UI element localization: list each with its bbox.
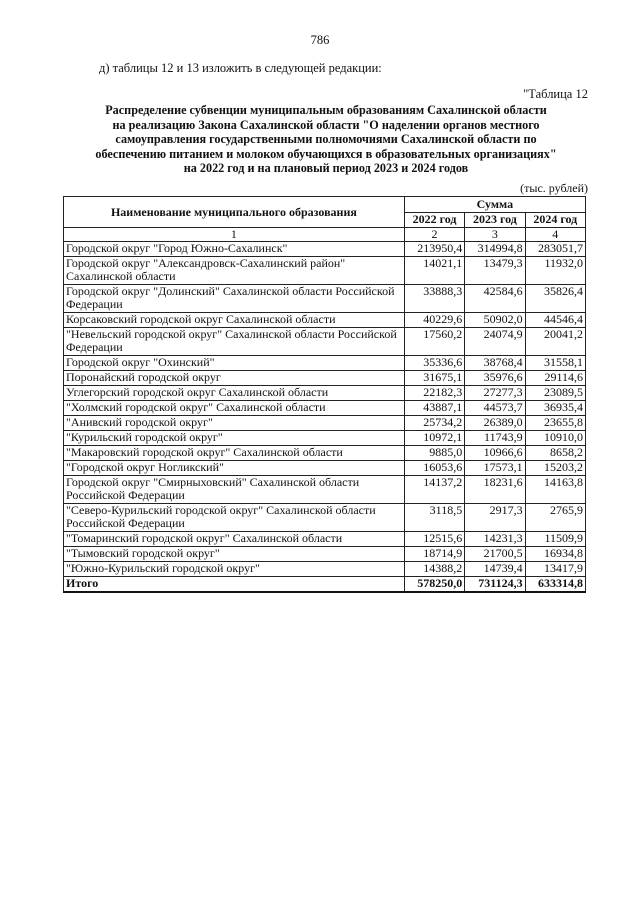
value-2024: 36935,4 bbox=[525, 401, 585, 416]
value-2023: 14739,4 bbox=[465, 562, 525, 577]
value-2022: 3118,5 bbox=[404, 504, 464, 532]
total-row bbox=[64, 577, 586, 593]
title-line: Распределение субвенции муниципальным образованиям Сахалинской области bbox=[105, 103, 547, 117]
value-2023: 26389,0 bbox=[465, 416, 525, 431]
value-2023: 24074,9 bbox=[465, 328, 525, 356]
column-number: 4 bbox=[525, 228, 585, 242]
value-2023: 27277,3 bbox=[465, 386, 525, 401]
value-2023: 10966,6 bbox=[465, 446, 525, 461]
municipality-name: Городской округ "Город Южно-Сахалинск" bbox=[64, 242, 405, 257]
municipality-name: Городской округ "Охинский" bbox=[64, 356, 405, 371]
table-title bbox=[66, 103, 586, 176]
municipality-name: "Невельский городской округ" Сахалинской области Российской Федерации bbox=[64, 328, 405, 356]
value-2023: 35976,6 bbox=[465, 371, 525, 386]
value-2024: 10910,0 bbox=[525, 431, 585, 446]
column-numbers-row bbox=[64, 228, 586, 242]
value-2023: 314994,8 bbox=[465, 242, 525, 257]
value-2024: 35826,4 bbox=[525, 285, 585, 313]
table-row bbox=[64, 562, 586, 577]
municipality-name: "Холмский городской округ" Сахалинской области bbox=[64, 401, 405, 416]
total-2023: 731124,3 bbox=[465, 577, 525, 593]
table-row bbox=[64, 313, 586, 328]
value-2022: 17560,2 bbox=[404, 328, 464, 356]
table-row bbox=[64, 416, 586, 431]
total-2024: 633314,8 bbox=[525, 577, 585, 593]
value-2023: 21700,5 bbox=[465, 547, 525, 562]
municipality-name: Городской округ "Смирныховский" Сахалинской области Российской Федерации bbox=[64, 476, 405, 504]
municipality-name: "Южно-Курильский городской округ" bbox=[64, 562, 405, 577]
subvention-table bbox=[63, 196, 586, 593]
value-2022: 14388,2 bbox=[404, 562, 464, 577]
column-number: 1 bbox=[64, 228, 405, 242]
table-body bbox=[64, 228, 586, 593]
value-2022: 14137,2 bbox=[404, 476, 464, 504]
title-line: самоуправления государственными полномочиями Сахалинской области по bbox=[115, 132, 537, 147]
table-row bbox=[64, 476, 586, 504]
municipality-name: "Курильский городской округ" bbox=[64, 431, 405, 446]
table-row bbox=[64, 504, 586, 532]
table-row bbox=[64, 285, 586, 313]
value-2022: 213950,4 bbox=[404, 242, 464, 257]
header-name: Наименование муниципального образования bbox=[64, 197, 405, 228]
municipality-name: "Макаровский городской округ" Сахалинской области bbox=[64, 446, 405, 461]
value-2022: 14021,1 bbox=[404, 257, 464, 285]
value-2023: 18231,6 bbox=[465, 476, 525, 504]
value-2024: 23655,8 bbox=[525, 416, 585, 431]
table-row bbox=[64, 461, 586, 476]
municipality-name: "Томаринский городской округ" Сахалинской области bbox=[64, 532, 405, 547]
table-row bbox=[64, 371, 586, 386]
value-2022: 33888,3 bbox=[404, 285, 464, 313]
value-2022: 31675,1 bbox=[404, 371, 464, 386]
value-2023: 44573,7 bbox=[465, 401, 525, 416]
value-2024: 2765,9 bbox=[525, 504, 585, 532]
value-2024: 23089,5 bbox=[525, 386, 585, 401]
municipality-name: "Тымовский городской округ" bbox=[64, 547, 405, 562]
title-line: обеспечению питанием и молоком обучающихся в образовательных организациях" bbox=[95, 146, 557, 161]
header-year-2024: 2024 год bbox=[525, 212, 585, 228]
intro-text: д) таблицы 12 и 13 изложить в следующей редакции: bbox=[99, 61, 382, 75]
header-sum: Сумма bbox=[404, 197, 585, 213]
table-row bbox=[64, 242, 586, 257]
value-2024: 31558,1 bbox=[525, 356, 585, 371]
table-label: "Таблица 12 bbox=[523, 87, 588, 101]
value-2022: 18714,9 bbox=[404, 547, 464, 562]
value-2023: 38768,4 bbox=[465, 356, 525, 371]
header-year-2023: 2023 год bbox=[465, 212, 525, 228]
value-2022: 43887,1 bbox=[404, 401, 464, 416]
municipality-name: Корсаковский городской округ Сахалинской области bbox=[64, 313, 405, 328]
table-row bbox=[64, 356, 586, 371]
value-2024: 8658,2 bbox=[525, 446, 585, 461]
value-2022: 12515,6 bbox=[404, 532, 464, 547]
value-2023: 13479,3 bbox=[465, 257, 525, 285]
value-2022: 10972,1 bbox=[404, 431, 464, 446]
value-2022: 25734,2 bbox=[404, 416, 464, 431]
column-number: 3 bbox=[465, 228, 525, 242]
value-2022: 9885,0 bbox=[404, 446, 464, 461]
municipality-name: Углегорский городской округ Сахалинской области bbox=[64, 386, 405, 401]
value-2023: 2917,3 bbox=[465, 504, 525, 532]
value-2023: 17573,1 bbox=[465, 461, 525, 476]
municipality-name: Городской округ "Александровск-Сахалинский район" Сахалинской области bbox=[64, 257, 405, 285]
value-2023: 11743,9 bbox=[465, 431, 525, 446]
table-row bbox=[64, 386, 586, 401]
table-row bbox=[64, 532, 586, 547]
value-2023: 14231,3 bbox=[465, 532, 525, 547]
value-2022: 16053,6 bbox=[404, 461, 464, 476]
header-year-2022: 2022 год bbox=[404, 212, 464, 228]
value-2023: 50902,0 bbox=[465, 313, 525, 328]
value-2024: 29114,6 bbox=[525, 371, 585, 386]
title-line: на реализацию Закона Сахалинской области "О наделении органов местного bbox=[112, 117, 540, 132]
value-2024: 44546,4 bbox=[525, 313, 585, 328]
value-2024: 11509,9 bbox=[525, 532, 585, 547]
total-label: Итого bbox=[64, 577, 405, 593]
table-row bbox=[64, 401, 586, 416]
municipality-name: Городской округ "Долинский" Сахалинской области Российской Федерации bbox=[64, 285, 405, 313]
value-2023: 42584,6 bbox=[465, 285, 525, 313]
municipality-name: "Северо-Курильский городской округ" Сахалинской области Российской Федерации bbox=[64, 504, 405, 532]
value-2022: 35336,6 bbox=[404, 356, 464, 371]
value-2024: 16934,8 bbox=[525, 547, 585, 562]
table-row bbox=[64, 446, 586, 461]
municipality-name: "Анивский городской округ" bbox=[64, 416, 405, 431]
value-2022: 22182,3 bbox=[404, 386, 464, 401]
table-row bbox=[64, 328, 586, 356]
column-number: 2 bbox=[404, 228, 464, 242]
value-2024: 11932,0 bbox=[525, 257, 585, 285]
table-row bbox=[64, 431, 586, 446]
title-line: на 2022 год и на плановый период 2023 и 2024 годов bbox=[183, 161, 469, 176]
value-2024: 20041,2 bbox=[525, 328, 585, 356]
value-2022: 40229,6 bbox=[404, 313, 464, 328]
table-row bbox=[64, 547, 586, 562]
page-number: 786 bbox=[310, 33, 330, 47]
value-2024: 14163,8 bbox=[525, 476, 585, 504]
value-2024: 15203,2 bbox=[525, 461, 585, 476]
table-row bbox=[64, 257, 586, 285]
municipality-name: "Городской округ Ногликский" bbox=[64, 461, 405, 476]
value-2024: 283051,7 bbox=[525, 242, 585, 257]
municipality-name: Поронайский городской округ bbox=[64, 371, 405, 386]
total-2022: 578250,0 bbox=[404, 577, 464, 593]
value-2024: 13417,9 bbox=[525, 562, 585, 577]
unit-label: (тыс. рублей) bbox=[520, 181, 588, 195]
